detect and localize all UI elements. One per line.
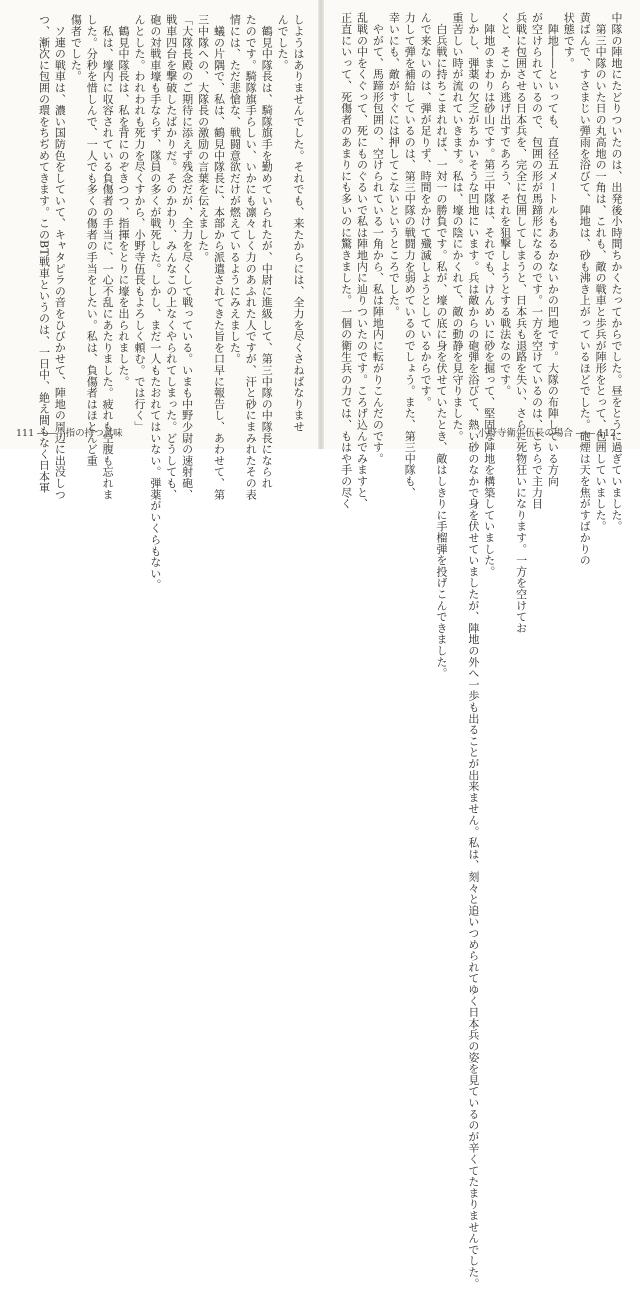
right-page [324, 0, 640, 1289]
left-page [0, 0, 318, 591]
left-page-footer: 111 ――小指の持つ意味 [16, 428, 123, 439]
right-page-body-text: 中隊の陣地にたどりついたのは、出発後小時間ちかくたってからでした。昼をとうに過ぎていました。 第三中隊のいた日の丸高地の一角は、これも、敵の戦車と歩兵が陣形をとって、包囲していました。 黄ばんで、すさまじい弾雨を浴びて、陣地は、砂も沸き上がっているほどでした。砲煙は天を焦がすばかりの 状態です。 陣地――といっても、直径五メートルもあるかないかの凹地です。大隊の布陣している方向 が空けられているので、包囲の形が馬蹄形になるのです。一方を空けているのは、こちらで主力目 兵戦に包囲させる日本兵を、完全に包囲してしまうと、日本兵も退路を失い、さらに死物狂いになります。一方を空けてお くと、そこから逃げ出すであろう、それを狙撃しようとする戦法なのです。 陣地のまわりは砂山です。第三中隊は、それでも、けんめいに砂を掘って、堅固な陣地を構築していました。 しかし、弾薬の欠乏がちかいそうな凹地にいます。兵は敵からの砲弾を浴びて、熱い砂のなかで身を伏せていましたが、陣地の外へ一歩も出ることが出来ません。私は、刻々と追いつめられてゆく日本兵の姿を見ているのが辛くてたまりませんでした。 重苦しい時が流れていきます。私は、壕の陰にかくれて、敵の動静を見守りました。 白兵戦に持ちこまれれば、一対一の勝負です。私が、壕の底に身を伏せていたとき、敵はしきりに手榴弾を投げこんできました。 んで来ないのは、弾が足りず、時間をかけて殲滅しようとしているからです。 力して弾を補給しているのは、第三中隊の戦闘力を弱めているのでしょう。また、第三中隊も、 幸いにも、敵がすぐには押してこないというところでした。 やがて、馬蹄形包囲の、空けられている一角から、私は陣地内に転がりこんだのです。 乱戦の中をくぐって、死にものぐるいで私は陣地内に辿りついたのです。ころげ込んでみますと、 正直にいって、死傷者のあまりにも多いのに驚きました。一個の衛生兵の力では、もはや手の尽く [339, 12, 623, 1289]
left-page-body-text: しようはありませんでした。それでも、来たからには、全力を尽くさねばなりませ んでした。 鶴見中隊長は、騎隊旗手を勤めていられたが、中尉に進級して、第三中隊の中隊長になられ たのです。騎隊旗手らしい、いかにも凛々しく力のあふれた人ですが、汗と砂にまみれたその表 情には、ただ悲愴な、戦闘意欲だけが燃えているようにみえました。 蟻の片隅で、私は、鶴見中隊長に、本部から派遣されてきた旨を口早に報告し、あわせて、第 三中隊への、大隊長の激励の言葉を伝えました。 「大隊長殿のご期待に添えず残念だが、全力を尽くして戦っている。いまも中野少尉の速射砲、 戦車四台を撃破したばかりだ。そのかわり、みんなこの上なくやられてしまった。どうしても、 砲の対戦車壕も手ならず、隊員の多くが戦死した。しかし、まだ一人もたおれてはいない。弾薬がいくらもない。 んとした。われわれも死力を尽くすから、小野寺伍長もよろしく頼む。では行く」 鶴見中隊長は、私を背にのぞきつつ、指揮をとりに壕を出られました。 私は、壕内に収容されている負傷者の手当に、一心不乱にあたりました。疲れも空腹も忘れま した。分秒を惜しんで、一人でも多くの傷者の手当をしたい。私は、負傷者はほとんど重 傷者でした。 ソ連の戦車は、濃い国防色をしていて、キャタピラの音をひびかせて、陣地の周辺に出没しつ つ、漸次に包囲の環をちぢめてきます。このBT戦車というのは、一日中、絶え間もなく日本軍 [37, 14, 305, 591]
right-page-footer: 小野寺衛生伍長の場合 ―― 112 [477, 428, 616, 439]
